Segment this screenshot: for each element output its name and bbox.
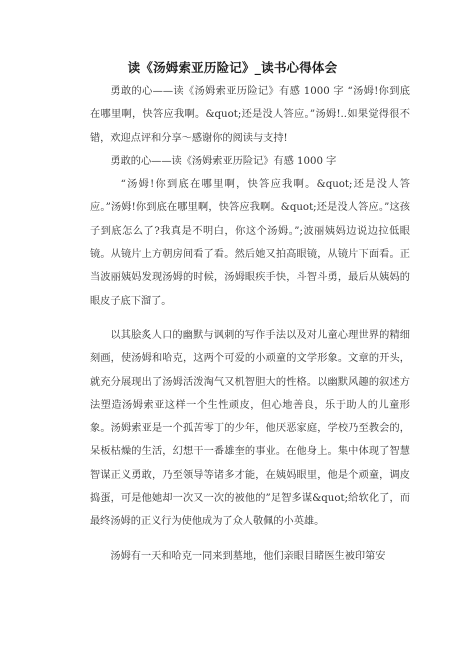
paragraph-subtitle: 勇敢的心——读《汤姆索亚历险记》有感 1000 字 [110, 155, 337, 167]
paragraph-opening: “汤姆!你到底在哪里啊，快答应我啊。&quot;还是没人答应。”汤姆!你到底在哪里啊，快答应我啊。&quot;还是没人答应。”这孩子到底怎么了?我真是不明白，你这个汤姆。”;波丽姨妈边说边拉低眼镜。从镜片上方朝房间看了看。然后她又拍高眼镜，从镜片下面看。正当波丽姨妈发现汤姆的时候，汤姆眼疾手快，斗智斗勇，最后从姨妈的眼皮子底下溜了。 [90, 179, 410, 307]
paragraph-summary: 勇敢的心——读《汤姆索亚历险记》有感 1000 字 “汤姆!你到底在哪里啊，快答应我啊。&quot;还是没人答应。”汤姆!..如果觉得很不错，欢迎点评和分享～感谢你的阅读与支持! [90, 86, 410, 144]
paragraph-graveyard: 汤姆有一天和哈克一同来到墓地，他们亲眼目睹医生被印第安 [110, 550, 386, 562]
document-title: 读《汤姆索亚历险记》_读书心得体会 [127, 60, 338, 75]
document-body [90, 80, 410, 568]
paragraph-analysis: 以其脍炙人口的幽默与讽刺的写作手法以及对儿童心理世界的精细刻画，使汤姆和哈克，这两个可爱的小顽童的文学形象。文章的开头，就充分展现出了汤姆活泼淘气又机智胆大的性格。以幽默风趣的叙述方法塑造汤姆索亚这样一个生性顽皮，但心地善良，乐于助人的儿童形象。汤姆索亚是一个孤苦零丁的少年，他厌恶家庭，学校乃至教会的，呆板枯燥的生活，幻想干一番雄奎的事业。在他身上。集中体现了智慧智谋正义勇敢，乃至领导等诸多才能，在姨妈眼里，他是个顽童，调皮捣蛋，可是他她却一次又一次的被他的”足智多谋&quot;给软化了，而最终汤姆的正义行为使他成为了众人敬佩的小英雄。 [90, 329, 410, 528]
